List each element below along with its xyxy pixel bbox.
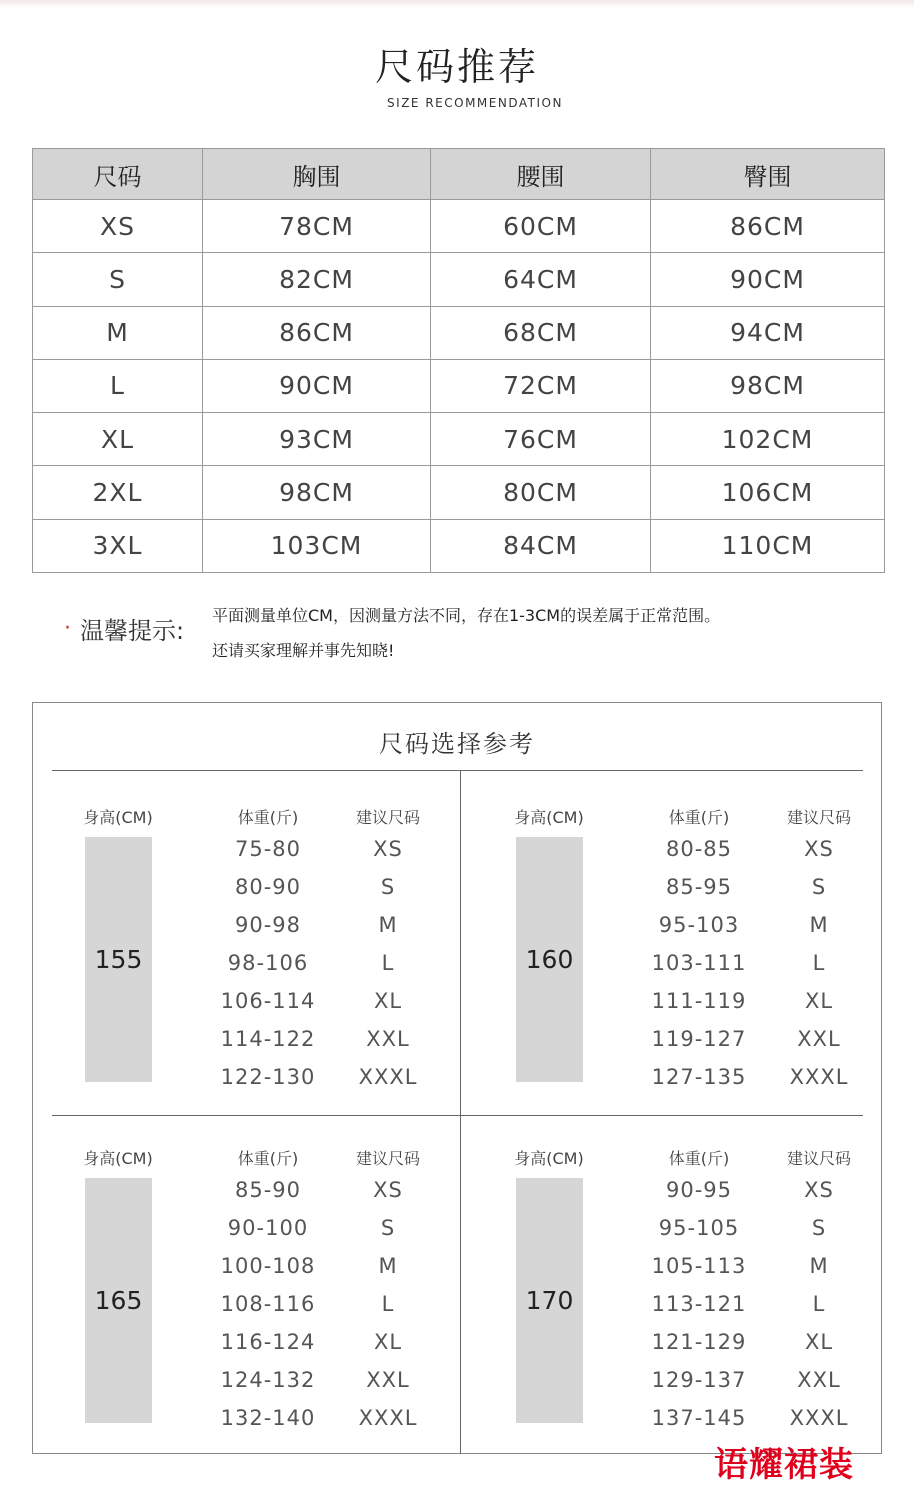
weight-range: 80-85 xyxy=(665,837,733,861)
col-weight-label: 体重(斤) xyxy=(668,808,730,827)
cell-hip: 110CM xyxy=(651,519,885,572)
col-size-label: 建议尺码 xyxy=(786,1149,851,1168)
suggested-size: XXL xyxy=(366,1027,410,1051)
table-row xyxy=(33,466,885,519)
weight-range: 132-140 xyxy=(220,1406,316,1430)
cell-size: L xyxy=(33,359,203,412)
suggested-size: L xyxy=(812,951,826,975)
top-gradient-bar xyxy=(0,0,914,8)
list-item xyxy=(68,989,468,1027)
col-weight-label: 体重(斤) xyxy=(237,1149,299,1168)
suggested-size: M xyxy=(378,1254,398,1278)
reference-title: 尺码选择参考 xyxy=(379,730,535,758)
list-item xyxy=(499,1216,899,1254)
list-item xyxy=(499,1178,899,1216)
cell-waist: 60CM xyxy=(431,200,651,253)
cell-hip: 94CM xyxy=(651,306,885,359)
col-height-label: 身高(CM) xyxy=(83,1149,153,1168)
list-item xyxy=(68,1216,468,1254)
header-hip: 臀围 xyxy=(651,149,885,200)
suggested-size: XXXL xyxy=(789,1065,849,1089)
size-table xyxy=(32,148,885,573)
list-item xyxy=(68,1330,468,1368)
weight-range: 137-145 xyxy=(651,1406,747,1430)
weight-range: 124-132 xyxy=(220,1368,316,1392)
list-item xyxy=(68,837,468,875)
cell-size: M xyxy=(33,306,203,359)
cell-waist: 80CM xyxy=(431,466,651,519)
weight-range: 105-113 xyxy=(651,1254,747,1278)
list-item xyxy=(68,1254,468,1292)
cell-chest: 93CM xyxy=(203,413,431,466)
list-item xyxy=(499,1254,899,1292)
suggested-size: XXL xyxy=(366,1368,410,1392)
weight-range: 95-103 xyxy=(658,913,740,937)
weight-range: 85-95 xyxy=(665,875,733,899)
cell-size: S xyxy=(33,253,203,306)
suggested-size: XL xyxy=(373,1330,403,1354)
cell-chest: 82CM xyxy=(203,253,431,306)
list-item xyxy=(499,837,899,875)
suggested-size: XL xyxy=(804,1330,834,1354)
cell-chest: 86CM xyxy=(203,306,431,359)
list-item xyxy=(499,1330,899,1368)
weight-range: 106-114 xyxy=(220,989,316,1013)
cell-hip: 90CM xyxy=(651,253,885,306)
cell-size: 2XL xyxy=(33,466,203,519)
weight-range: 95-105 xyxy=(658,1216,740,1240)
list-item xyxy=(68,1406,468,1444)
list-item xyxy=(499,913,899,951)
cell-size: XL xyxy=(33,413,203,466)
suggested-size: L xyxy=(812,1292,826,1316)
suggested-size: XL xyxy=(804,989,834,1013)
suggested-size: S xyxy=(380,1216,396,1240)
weight-range: 108-116 xyxy=(220,1292,316,1316)
weight-range: 114-122 xyxy=(220,1027,316,1051)
cell-waist: 64CM xyxy=(431,253,651,306)
weight-range: 113-121 xyxy=(651,1292,747,1316)
size-table-header-row xyxy=(33,149,885,200)
cell-waist: 68CM xyxy=(431,306,651,359)
weight-range: 111-119 xyxy=(651,989,747,1013)
col-size-label: 建议尺码 xyxy=(355,808,420,827)
tip-text-line2: 还请买家理解并事先知晓! xyxy=(212,641,395,660)
list-item xyxy=(68,951,468,989)
weight-range: 103-111 xyxy=(651,951,747,975)
weight-range: 90-100 xyxy=(227,1216,309,1240)
cell-hip: 102CM xyxy=(651,413,885,466)
suggested-size: XS xyxy=(804,837,834,861)
suggested-size: XXXL xyxy=(358,1065,418,1089)
list-item xyxy=(68,1178,468,1216)
list-item xyxy=(499,989,899,1027)
list-item xyxy=(499,875,899,913)
list-item xyxy=(68,913,468,951)
reference-group-165 xyxy=(68,1146,468,1476)
cell-waist: 84CM xyxy=(431,519,651,572)
weight-range: 116-124 xyxy=(220,1330,316,1354)
suggested-size: XS xyxy=(373,837,403,861)
list-item xyxy=(68,1027,468,1065)
weight-range: 75-80 xyxy=(234,837,302,861)
col-size-label: 建议尺码 xyxy=(786,808,851,827)
table-row xyxy=(33,359,885,412)
weight-range: 98-106 xyxy=(227,951,309,975)
header-waist: 腰围 xyxy=(431,149,651,200)
tip-text-line1: 平面测量单位CM，因测量方法不同，存在1-3CM的误差属于正常范围。 xyxy=(212,606,721,625)
header-size: 尺码 xyxy=(33,149,203,200)
reference-group-155 xyxy=(68,805,468,1135)
tip-label: 温馨提示: xyxy=(80,617,185,645)
cell-waist: 76CM xyxy=(431,413,651,466)
height-value: 170 xyxy=(525,1286,574,1315)
suggested-size: S xyxy=(811,1216,827,1240)
cell-chest: 90CM xyxy=(203,359,431,412)
suggested-size: XS xyxy=(804,1178,834,1202)
list-item xyxy=(68,875,468,913)
cell-hip: 106CM xyxy=(651,466,885,519)
cell-hip: 98CM xyxy=(651,359,885,412)
col-size-label: 建议尺码 xyxy=(355,1149,420,1168)
cell-size: 3XL xyxy=(33,519,203,572)
col-height-label: 身高(CM) xyxy=(514,1149,584,1168)
list-item xyxy=(499,1368,899,1406)
suggested-size: S xyxy=(380,875,396,899)
table-row xyxy=(33,519,885,572)
suggested-size: XXL xyxy=(797,1368,841,1392)
weight-range: 127-135 xyxy=(651,1065,747,1089)
shop-watermark: 语耀裙装 xyxy=(714,1445,854,1485)
suggested-size: XXL xyxy=(797,1027,841,1051)
weight-range: 90-98 xyxy=(234,913,302,937)
table-row xyxy=(33,253,885,306)
suggested-size: XL xyxy=(373,989,403,1013)
header-chest: 胸围 xyxy=(203,149,431,200)
weight-range: 121-129 xyxy=(651,1330,747,1354)
suggested-size: XXXL xyxy=(789,1406,849,1430)
reference-group-160 xyxy=(499,805,899,1135)
suggested-size: L xyxy=(381,1292,395,1316)
cell-hip: 86CM xyxy=(651,200,885,253)
weight-range: 119-127 xyxy=(651,1027,747,1051)
height-value: 155 xyxy=(94,945,143,974)
height-value: 165 xyxy=(94,1286,143,1315)
suggested-size: L xyxy=(381,951,395,975)
suggested-size: XXXL xyxy=(358,1406,418,1430)
suggested-size: M xyxy=(809,913,829,937)
weight-range: 122-130 xyxy=(220,1065,316,1089)
list-item xyxy=(499,1027,899,1065)
list-item xyxy=(68,1368,468,1406)
tip-bullet: · xyxy=(64,616,71,641)
weight-range: 129-137 xyxy=(651,1368,747,1392)
weight-range: 85-90 xyxy=(234,1178,302,1202)
col-height-label: 身高(CM) xyxy=(83,808,153,827)
reference-divider-top xyxy=(52,770,863,771)
cell-chest: 78CM xyxy=(203,200,431,253)
table-row xyxy=(33,306,885,359)
list-item xyxy=(499,1292,899,1330)
page-subtitle: SIZE RECOMMENDATION xyxy=(387,96,563,110)
weight-range: 90-95 xyxy=(665,1178,733,1202)
list-item xyxy=(499,1065,899,1103)
col-weight-label: 体重(斤) xyxy=(668,1149,730,1168)
list-item xyxy=(68,1065,468,1103)
page-title: 尺码推荐 xyxy=(374,45,539,89)
weight-range: 80-90 xyxy=(234,875,302,899)
suggested-size: M xyxy=(378,913,398,937)
reference-group-170 xyxy=(499,1146,899,1476)
height-value: 160 xyxy=(525,945,574,974)
cell-chest: 98CM xyxy=(203,466,431,519)
suggested-size: M xyxy=(809,1254,829,1278)
list-item xyxy=(68,1292,468,1330)
cell-waist: 72CM xyxy=(431,359,651,412)
cell-size: XS xyxy=(33,200,203,253)
suggested-size: XS xyxy=(373,1178,403,1202)
col-weight-label: 体重(斤) xyxy=(237,808,299,827)
suggested-size: S xyxy=(811,875,827,899)
weight-range: 100-108 xyxy=(220,1254,316,1278)
cell-chest: 103CM xyxy=(203,519,431,572)
table-row xyxy=(33,413,885,466)
col-height-label: 身高(CM) xyxy=(514,808,584,827)
list-item xyxy=(499,951,899,989)
table-row xyxy=(33,200,885,253)
